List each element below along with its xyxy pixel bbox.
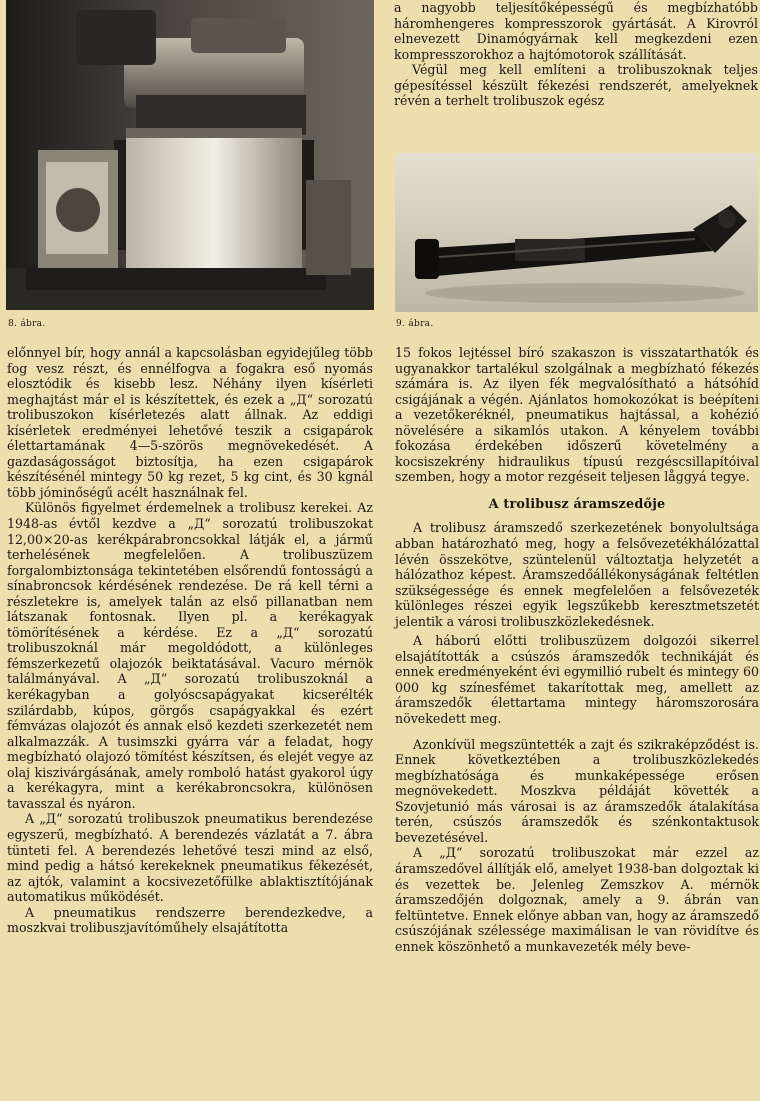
paragraph: A pneumatikus rendszerre berendezkedve, a moszkvai trolibuszjavítóműhely elsajátította — [7, 904, 373, 936]
section-heading: A trolibusz áramszedője — [488, 496, 666, 512]
figure-8-caption: 8. ábra. — [8, 319, 46, 329]
figure-8-photo — [6, 0, 374, 310]
paragraph: Különös figyelmet érdemelnek a trolibusz kerekei. Az 1948-as évtől kezdve a „Д“ sorozatú trolibuszokat 12,00×20-as kerékpárabroncsokkal látják el, a jármű terhelésének megfelelően. A trolibuszüzem forgalombiztonsága tekintetében elsőrendű fontosságú a sínabroncsok kérdésének rendezése. De rá kell térni a részletekre is, amelyek talán az első pillanatban nem látszanak fontosnak. Ilyen pl. a kerékagyak tömörítésének a kérdése. Ez a „Д“ sorozatú trolibuszoknál már megoldódott, a különleges fémszerkezetű olajozók beiktatásával. Vacuro mérnök találmányával. A „Д“ sorozatú trolibuszoknál a kerékagyban a golyóscsapágyakat kicserélték szilárdabb, kúpos, görgős csapágyakkal és ezért fémvázas olajozót és annak első kezdeti szerkezetét nem alkalmazzák. A tusimszki gyárra vár a feladat, hogy megbízható olajozó tömítést készítsen, és elejét vegye az olaj kiszivárgásának, amely romboló hatást gyakorol úgy a kerékagyra, mint a kerékabroncsokra, különösen tavasszal és nyáron. — [7, 500, 373, 811]
paragraph: A háború előtti trolibuszüzem dolgozói sikerrel elsajátították a csúszós áramszedők technikáját és ennek eredményeként évi egymillió rubelt és mintegy 60 000 kg színesfémet takarítottak meg, amellett az áramszedők élettartama mintegy háromszorosára növekedett meg. — [395, 633, 759, 727]
compressor-illustration — [6, 0, 374, 310]
left-column — [7, 345, 373, 936]
paragraph: Azonkívül megszüntették a zajt és szikraképződést is. Ennek következtében a trolibuszközlekedés megbízhatósága és munkaképessége erősen megnövekedett. Moszkva példáját követték a Szovjetunió más városai is az áramszedők átalakítása terén, csúszós áramszedők és szénkontaktusok bevezetésével. — [395, 736, 759, 845]
paragraph: A „Д“ sorozatú trolibuszok pneumatikus berendezése egyszerű, megbízható. A berendezés vázlatát a 7. ábra tünteti fel. A berendezés lehetővé teszi mind az első, mind pedig a hátsó kerekeknek pneumatikus fékezését, az ajtók, valamint a kocsivezetőfülke ablaktisztítójának automatikus működését. — [7, 811, 373, 905]
paragraph: a nagyobb teljesítőképességű és megbízhatóbb háromhengeres kompresszorok gyártását. A Kirovról elnevezett Dinamógyárnak kell megkezdeni ezen kompresszorokhoz a hajtómotorok szállítását. — [394, 0, 758, 62]
paragraph: Végül meg kell említeni a trolibuszoknak teljes gépesítéssel készült fékezési rendszerét, amelyeknek révén a terhelt trolibuszok egész — [394, 62, 758, 109]
paragraph: A „Д“ sorozatú trolibuszokat már ezzel az áramszedővel állítják elő, amelyet 1938-ban dolgoztak ki és vezettek be. Jelenleg Zemszkov A. mérnök áramszedőjén dolgoznak, amely a 9. ábrán van feltüntetve. Ennek előnye abban van, hogy az áramszedő csúszójának szélessége maximálisan le van rövidítve és ennek köszönhető a munkavezeték mély beve- — [395, 845, 760, 954]
right-column — [395, 345, 759, 954]
paragraph: 15 fokos lejtéssel bíró szakaszon is visszatarthatók és ugyanakkor tartalékul szolgálnak a megbízható fékezés számára is. Az ilyen fék megvalósítható a hátsóhíd csigájának a végén. Ajánlatos homokozókat is beépíteni a vezetőkeréknél, pneumatikus hajtással, a kohézió növelésére a sikamlós utakon. A kényelem további fokozása érdekében időszerű követelmény a kocsiszekrény hidraulikus típusú rezgéscsillapítóival szemben, hogy a motor rezgéseit teljesen låggyá tegye. — [395, 345, 759, 485]
figure-9-caption: 9. ábra. — [396, 319, 434, 329]
figure-9-photo — [395, 153, 758, 312]
top-right-text — [394, 0, 758, 109]
current-collector-illustration — [395, 153, 758, 312]
paragraph: előnnyel bír, hogy annál a kapcsolásban egyidejűleg több fog vesz részt, és ennélfogva a fogakra eső nyomás elosztódik és kisebb lesz. Néhány ilyen kísérleti meghajtást már el is készítettek, és ezek a „Д“ sorozatú trolibuszokon kísérletezés alatt állnak. Az eddigi kísérletek eredményei lehetővé teszik a csigapárok élettartamának 4—5-szörös megnövekedését. A gazdaságosságot biztosítja, ha ezen csigapárok készítésénél mintegy 50 kg rezet, 5 kg cint, és 30 kgnál több jóminőségű acélt használnak fel. — [7, 345, 373, 500]
paragraph: A trolibusz áramszedő szerkezetének bonyolultsága abban határozható meg, hogy a felsővezetékhálózattal lévén összekötve, szüntelenül változtatja helyzetét a hálózathoz képest. Áramszedőállékonyságának feltétlen szükségessége és ennek megfelelően a felsővezeték különleges részei egyik legszűkebb keresztmetszetét jelentik a városi trolibuszközlekedésnek. — [395, 520, 759, 629]
